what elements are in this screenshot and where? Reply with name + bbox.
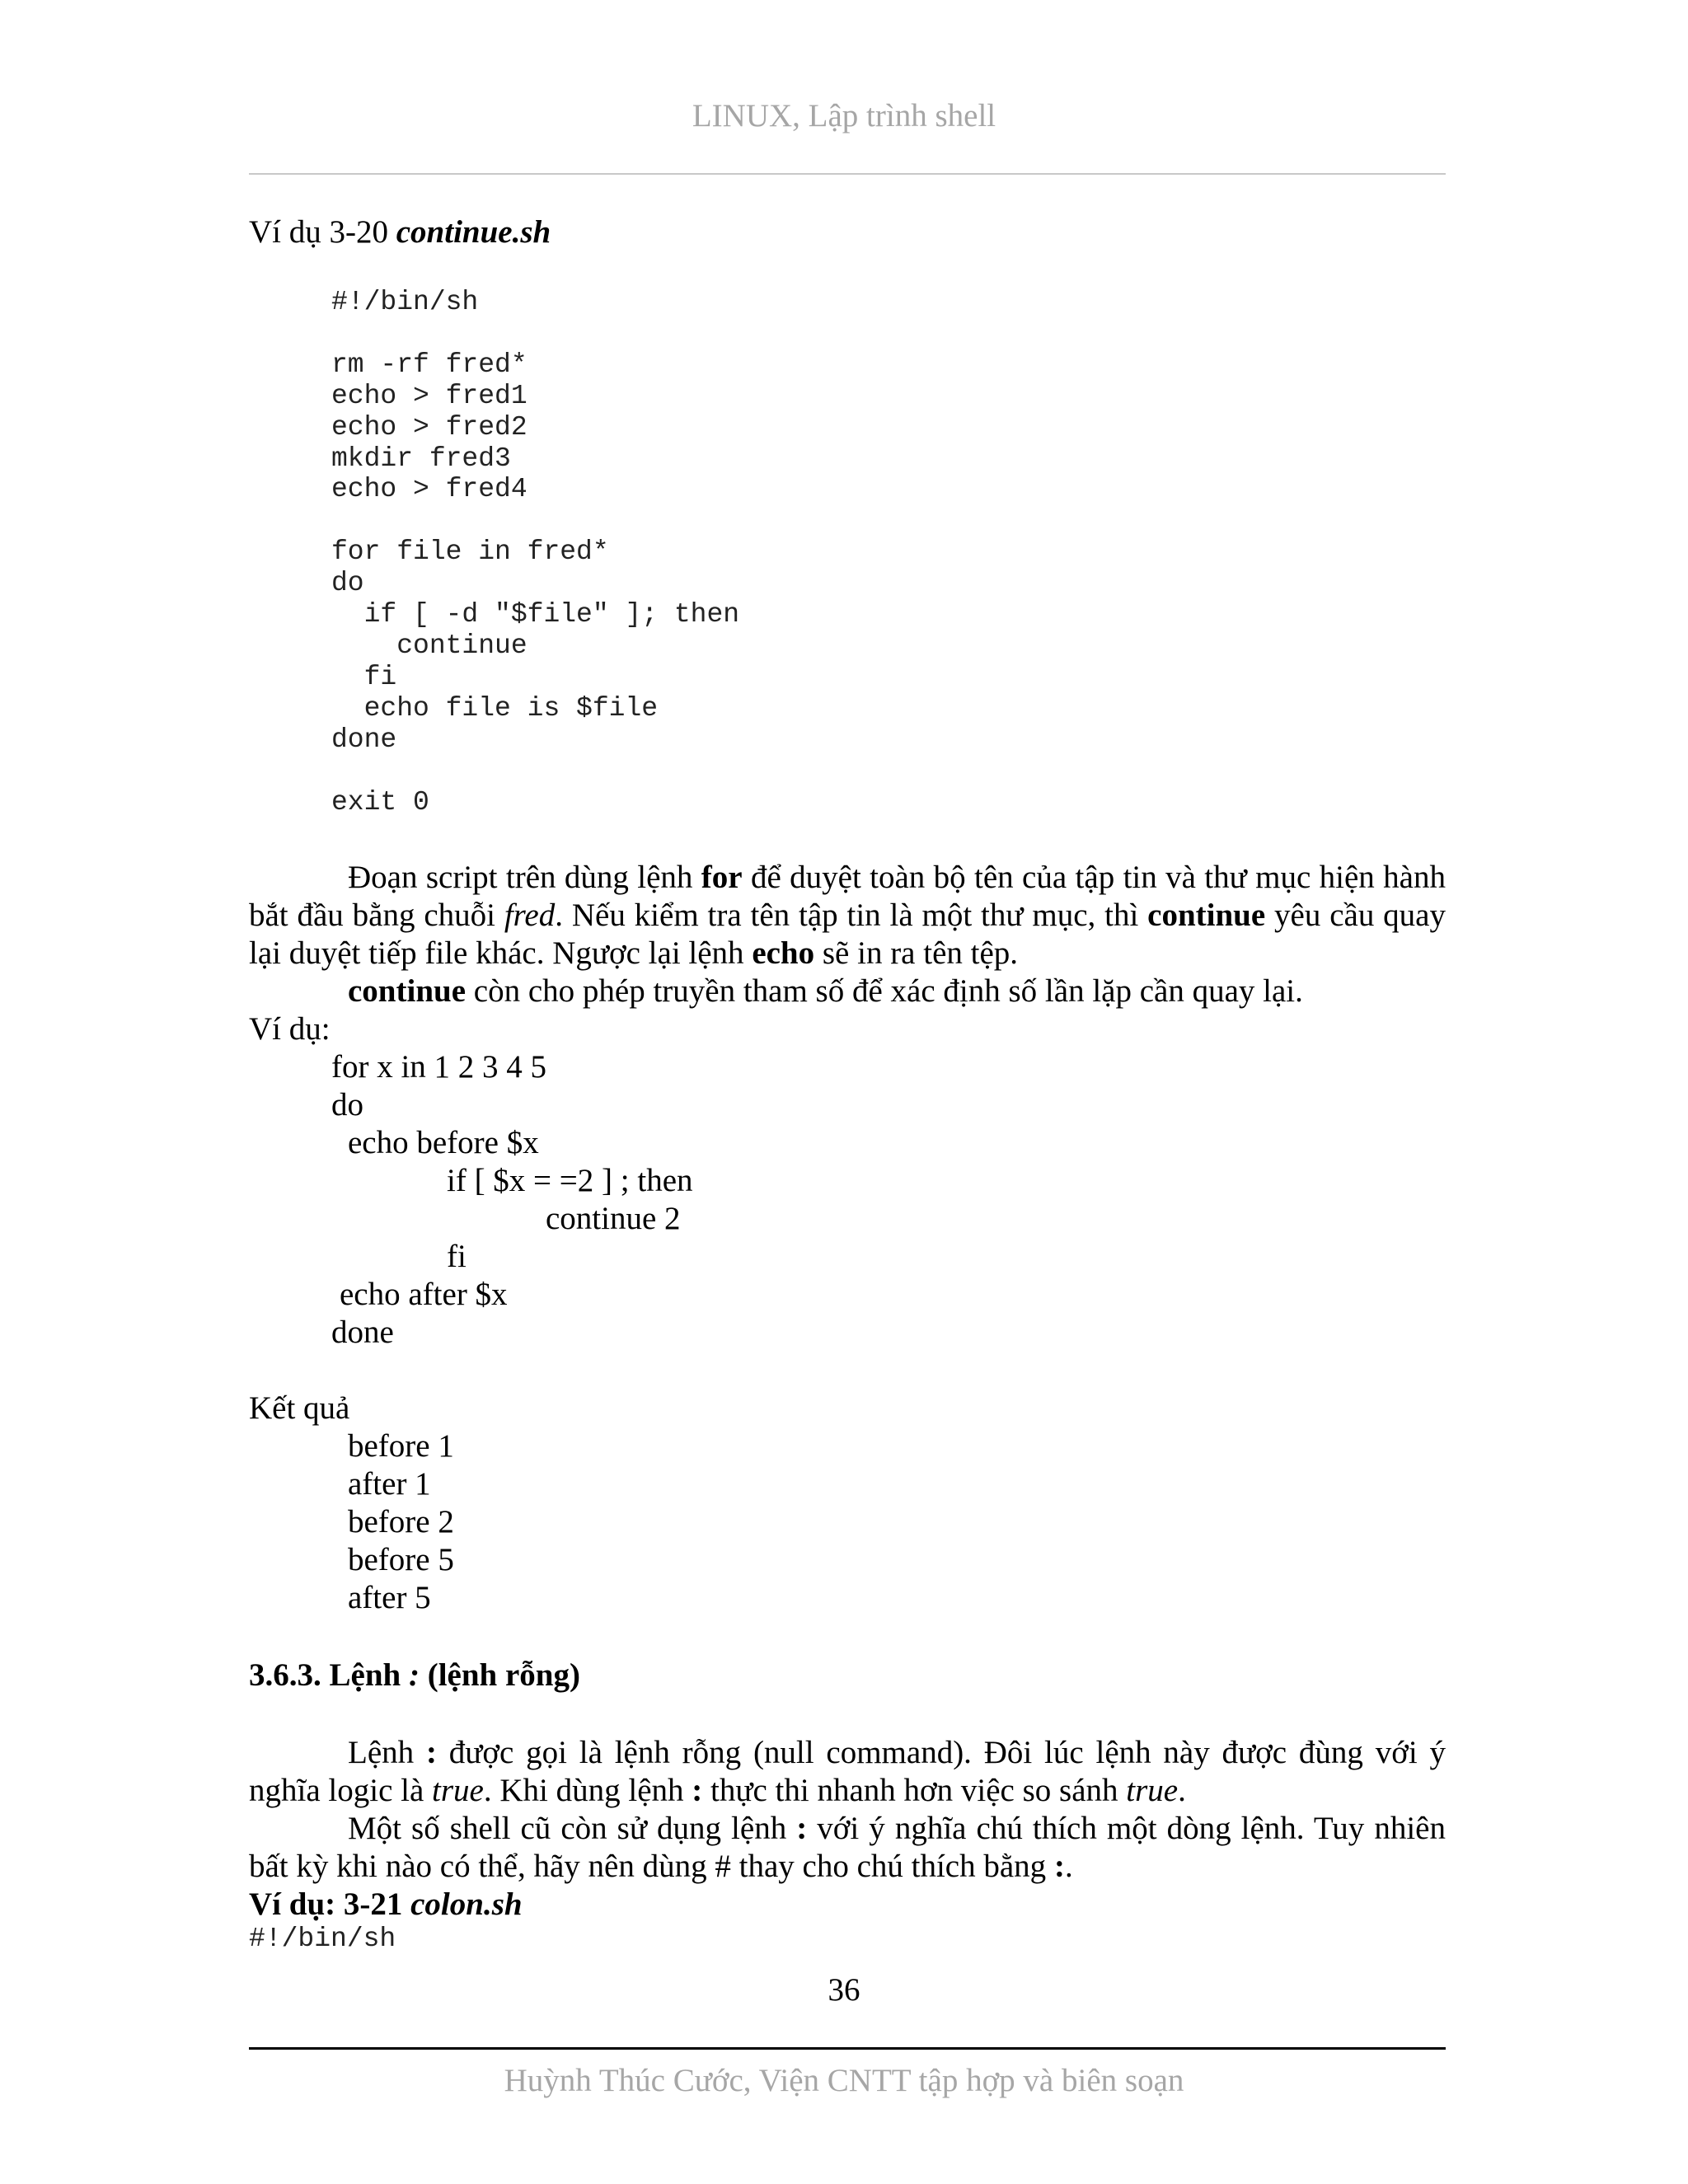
text-run: được gọi là lệnh rỗng (null command). Đôi lúc lệnh này được đùng với ý nghĩa logic là — [249, 1735, 1446, 1808]
emphasis-true: true — [432, 1773, 484, 1808]
loop-line: echo after $x — [340, 1277, 508, 1312]
heading-text: 3.6.3. Lệnh — [249, 1657, 409, 1693]
text-run: để duyệt toàn bộ tên của tập tin và thư mục hiện hành bắt đầu bằng chuỗi — [249, 860, 1446, 933]
code-line: echo file is $file — [331, 692, 659, 724]
loop-line: continue 2 — [546, 1201, 681, 1236]
code-line: echo > fred4 — [331, 474, 528, 505]
loop-line: fi — [447, 1239, 467, 1274]
loop-line: for x in 1 2 3 4 5 — [331, 1049, 547, 1085]
result-line: before 1 — [348, 1428, 454, 1464]
code-line: rm -rf fred* — [331, 349, 528, 380]
example-21-caption — [249, 1886, 523, 1924]
text-run: với ý nghĩa chú thích một dòng lệnh. Tuy nhiên bất kỳ khi nào có thể, hãy nên dùng # thay cho chú thích bằng — [249, 1811, 1446, 1884]
code-line: fi — [331, 661, 397, 692]
keyword-echo: echo — [752, 935, 815, 971]
result-line: before 2 — [348, 1504, 454, 1540]
text-run: Một số shell cũ còn sử dụng lệnh — [348, 1811, 797, 1846]
code-line: if [ -d "$file" ]; then — [331, 599, 740, 630]
text-run: . Nếu kiểm tra tên tập tin là một thư mục, thì — [555, 898, 1148, 933]
text-run: . — [1064, 1849, 1073, 1884]
example-21-filename: colon.sh — [410, 1886, 523, 1922]
continue-parameter-paragraph — [249, 972, 1446, 1010]
header-rule — [249, 173, 1446, 175]
code-line: do — [331, 568, 364, 599]
running-footer: Huỳnh Thúc Cước, Viện CNTT tập hợp và biên soạn — [504, 2063, 1184, 2098]
heading-text: (lệnh rỗng) — [419, 1657, 580, 1693]
text-run: yêu cầu quay lại duyệt tiếp file khác. Ngược lại lệnh — [249, 898, 1446, 971]
code-line: done — [331, 724, 397, 755]
text-run: . — [1178, 1773, 1186, 1808]
keyword-colon: : — [692, 1773, 703, 1808]
example-20-caption — [249, 211, 551, 254]
code-line: #!/bin/sh — [331, 287, 479, 317]
result-label: Kết quả — [249, 1390, 350, 1426]
footer-rule — [249, 2047, 1446, 2050]
code-line: for file in fred* — [331, 537, 609, 568]
example-20-prefix: Ví dụ 3-20 — [249, 214, 396, 250]
keyword-colon: : — [1053, 1849, 1065, 1884]
emphasis-true: true — [1126, 1773, 1179, 1808]
loop-line: do — [331, 1087, 363, 1122]
keyword-continue: continue — [1147, 898, 1266, 933]
section-heading — [249, 1657, 580, 1694]
keyword-for: for — [701, 860, 743, 895]
text-run: Lệnh — [348, 1735, 426, 1770]
running-header: LINUX, Lập trình shell — [692, 98, 996, 134]
code-line: continue — [331, 630, 528, 661]
continue-explanation-paragraph — [249, 859, 1446, 972]
code-line: echo > fred1 — [331, 380, 528, 411]
text-run: thực thi nhanh hơn việc so sánh — [702, 1773, 1127, 1808]
code-line: exit 0 — [331, 786, 429, 818]
keyword-colon: : — [796, 1811, 808, 1846]
colon-sh-code-line: #!/bin/sh — [249, 1924, 396, 1954]
result-line: after 1 — [348, 1466, 431, 1502]
loop-line: echo before $x — [348, 1125, 539, 1160]
loop-line: if [ $x = =2 ] ; then — [447, 1163, 693, 1198]
keyword-continue: continue — [348, 973, 467, 1009]
emphasis-fred: fred — [504, 898, 556, 933]
result-line: before 5 — [348, 1542, 454, 1577]
page-number: 36 — [828, 1972, 860, 2008]
text-run: . Khi dùng lệnh — [483, 1773, 692, 1808]
loop-line: done — [331, 1315, 394, 1350]
continue-sh-code-block — [331, 287, 739, 818]
null-command-paragraph — [249, 1734, 1446, 1810]
keyword-colon: : — [425, 1735, 437, 1770]
result-line: after 5 — [348, 1580, 431, 1615]
text-run: còn cho phép truyền tham số để xác định số lần lặp cần quay lại. — [466, 973, 1303, 1009]
text-run: Đoạn script trên dùng lệnh — [348, 860, 701, 895]
example-20-filename: continue.sh — [396, 214, 551, 250]
text-run: sẽ in ra tên tệp. — [814, 935, 1019, 971]
code-line: mkdir fred3 — [331, 443, 511, 474]
example-21-prefix: Ví dụ: 3-21 — [249, 1886, 411, 1922]
code-line: echo > fred2 — [331, 411, 528, 443]
heading-colon-symbol: : — [408, 1657, 420, 1693]
example-label: Ví dụ: — [249, 1011, 331, 1047]
comment-usage-paragraph — [249, 1810, 1446, 1886]
